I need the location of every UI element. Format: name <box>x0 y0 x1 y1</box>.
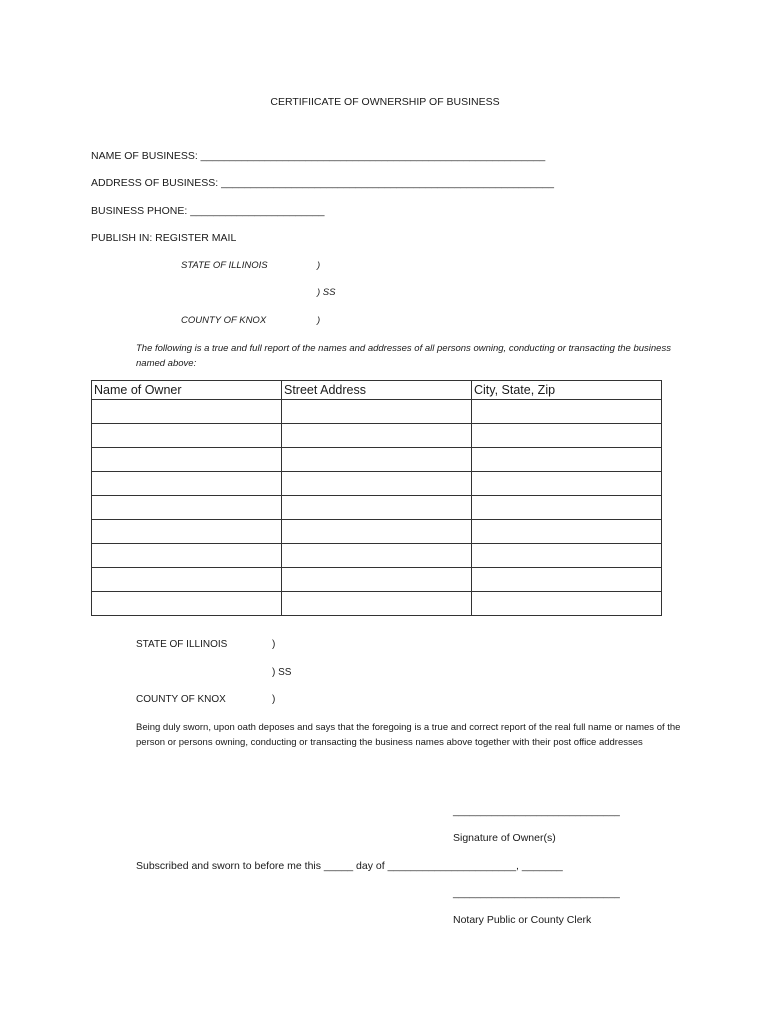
header-street-address: Street Address <box>282 381 472 400</box>
venue-county-bottom: COUNTY OF KNOX <box>136 694 226 705</box>
signature-line[interactable]: ______________________________ <box>453 806 620 817</box>
notary-line[interactable]: ______________________________ <box>453 888 620 899</box>
owner-name-cell[interactable] <box>92 448 282 472</box>
city-state-zip-cell[interactable] <box>472 448 662 472</box>
table-row <box>92 448 662 472</box>
venue-paren-top-1: ) <box>317 260 321 271</box>
venue-paren-top-2: ) <box>317 315 321 326</box>
street-address-cell[interactable] <box>282 496 472 520</box>
street-address-cell[interactable] <box>282 400 472 424</box>
business-phone-field[interactable]: BUSINESS PHONE: _______________________ <box>91 205 325 217</box>
street-address-cell[interactable] <box>282 568 472 592</box>
name-of-business-field[interactable]: NAME OF BUSINESS: ___________________________________________________________ <box>91 150 546 162</box>
owner-name-cell[interactable] <box>92 544 282 568</box>
venue-ss-bottom: ) SS <box>272 667 292 678</box>
header-name-of-owner: Name of Owner <box>92 381 282 400</box>
city-state-zip-cell[interactable] <box>472 568 662 592</box>
owner-name-cell[interactable] <box>92 496 282 520</box>
city-state-zip-cell[interactable] <box>472 544 662 568</box>
street-address-cell[interactable] <box>282 544 472 568</box>
city-state-zip-cell[interactable] <box>472 520 662 544</box>
table-row <box>92 424 662 448</box>
oath-statement: Being duly sworn, upon oath deposes and says that the foregoing is a true and correct report of the real full name or names of the person or persons owning, conducting or transacting the business names above together with their post office addresses <box>136 722 681 748</box>
signature-label: Signature of Owner(s) <box>453 832 556 844</box>
owner-name-cell[interactable] <box>92 400 282 424</box>
owner-name-cell[interactable] <box>92 520 282 544</box>
owner-name-cell[interactable] <box>92 568 282 592</box>
venue-ss-top: ) SS <box>317 287 336 298</box>
venue-paren-bottom-2: ) <box>272 694 276 705</box>
street-address-cell[interactable] <box>282 592 472 616</box>
table-header-row <box>92 381 662 400</box>
owner-name-cell[interactable] <box>92 592 282 616</box>
city-state-zip-cell[interactable] <box>472 496 662 520</box>
venue-county-top: COUNTY OF KNOX <box>181 315 267 326</box>
table-row <box>92 544 662 568</box>
city-state-zip-cell[interactable] <box>472 592 662 616</box>
header-city-state-zip: City, State, Zip <box>472 381 662 400</box>
street-address-cell[interactable] <box>282 520 472 544</box>
owner-name-cell[interactable] <box>92 472 282 496</box>
owners-table <box>91 380 662 616</box>
street-address-cell[interactable] <box>282 424 472 448</box>
document-title: CERTIFIICATE OF OWNERSHIP OF BUSINESS <box>270 96 500 108</box>
subscribed-sworn-line[interactable]: Subscribed and sworn to before me this _____ day of ______________________, _______ <box>136 860 563 872</box>
intro-statement: The following is a true and full report of the names and addresses of all persons owning, conducting or transacting the business named above: <box>136 343 671 369</box>
street-address-cell[interactable] <box>282 472 472 496</box>
table-row <box>92 520 662 544</box>
notary-label: Notary Public or County Clerk <box>453 914 592 926</box>
address-of-business-field[interactable]: ADDRESS OF BUSINESS: _________________________________________________________ <box>91 177 554 189</box>
owner-name-cell[interactable] <box>92 424 282 448</box>
venue-state-top: STATE OF ILLINOIS <box>181 260 268 271</box>
street-address-cell[interactable] <box>282 448 472 472</box>
city-state-zip-cell[interactable] <box>472 472 662 496</box>
table-row <box>92 400 662 424</box>
city-state-zip-cell[interactable] <box>472 400 662 424</box>
publish-in-label: PUBLISH IN: REGISTER MAIL <box>91 232 237 244</box>
venue-state-bottom: STATE OF ILLINOIS <box>136 639 228 650</box>
table-row <box>92 592 662 616</box>
venue-paren-bottom-1: ) <box>272 639 276 650</box>
table-row <box>92 496 662 520</box>
table-row <box>92 568 662 592</box>
city-state-zip-cell[interactable] <box>472 424 662 448</box>
table-row <box>92 472 662 496</box>
